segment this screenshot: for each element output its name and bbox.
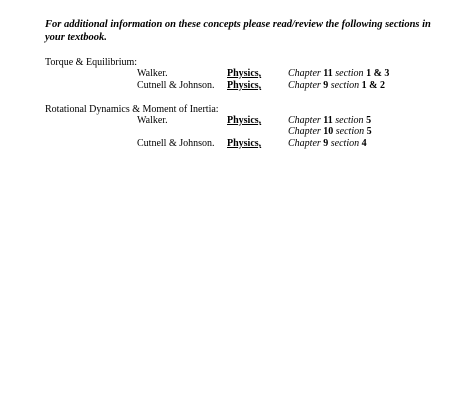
section-title-torque: Torque & Equilibrium: [45, 57, 138, 68]
chapter-number: 11 [323, 68, 333, 79]
chapter-reference [288, 138, 367, 150]
chapter-label: Chapter [288, 115, 321, 126]
intro-paragraph: For additional information on these concepts please read/review the following sections in your textbook. [45, 19, 431, 43]
section-number: 5 [366, 115, 372, 126]
chapter-number: 10 [323, 126, 334, 137]
section-label: section [330, 138, 360, 149]
author-walker: Walker. [137, 115, 168, 126]
section-label: section [335, 115, 364, 126]
chapter-number: 9 [323, 138, 329, 149]
chapter-reference [288, 68, 389, 80]
section-label: section [330, 80, 360, 91]
chapter-reference [288, 126, 372, 138]
book-title: Physics, [227, 80, 262, 91]
author-walker: Walker. [137, 68, 168, 79]
section-label: section [335, 68, 364, 79]
chapter-label: Chapter [288, 80, 321, 91]
section-number: 4 [361, 138, 367, 149]
book-title: Physics, [227, 68, 262, 79]
chapter-reference [288, 80, 385, 92]
chapter-label: Chapter [288, 126, 321, 137]
section-number: 5 [366, 126, 372, 137]
chapter-number: 9 [323, 80, 329, 91]
chapter-label: Chapter [288, 68, 321, 79]
section-number: 1 & 2 [361, 80, 385, 91]
author-cutnell-johnson: Cutnell & Johnson. [137, 138, 215, 149]
author-cutnell-johnson: Cutnell & Johnson. [137, 80, 215, 91]
chapter-label: Chapter [288, 138, 321, 149]
book-title: Physics, [227, 115, 262, 126]
book-title: Physics, [227, 138, 262, 149]
chapter-number: 11 [323, 115, 333, 126]
section-title-rotational-dynamics: Rotational Dynamics & Moment of Inertia: [45, 104, 219, 115]
section-label: section [335, 126, 365, 137]
section-number: 1 & 3 [366, 68, 390, 79]
